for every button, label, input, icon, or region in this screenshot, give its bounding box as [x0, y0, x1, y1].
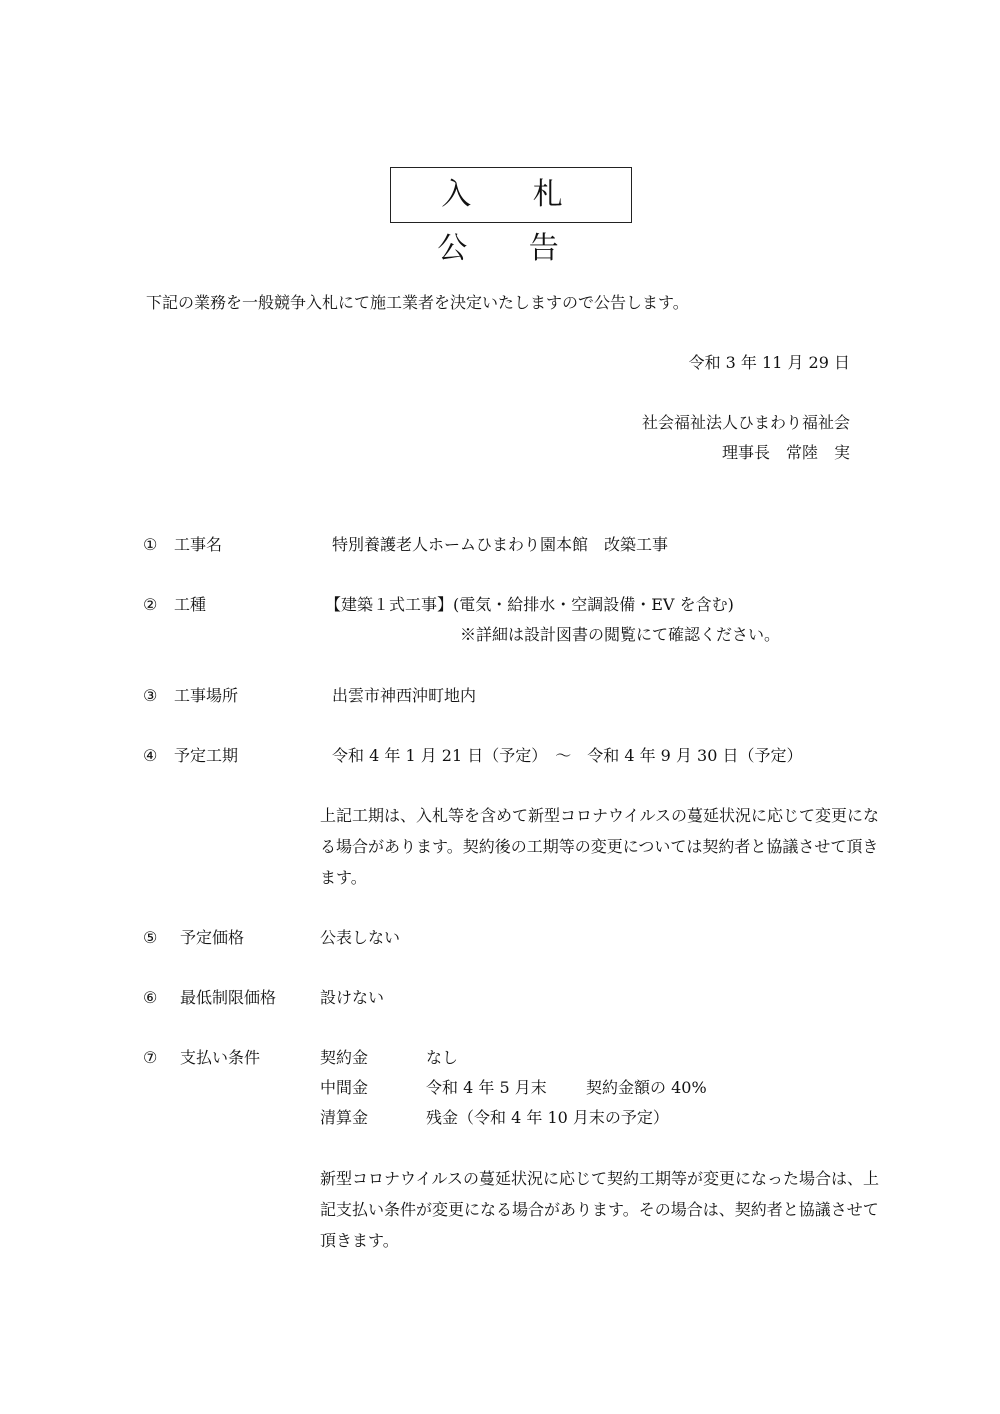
item-label: 工事名: [174, 535, 223, 554]
payment-name: 中間金: [320, 1078, 369, 1097]
issuer-organization: 社会福祉法人ひまわり福祉会: [641, 413, 850, 432]
item-label: 最低制限価格: [180, 988, 277, 1007]
item-number: ④: [143, 746, 158, 765]
item-number: ②: [143, 595, 158, 614]
item-label: 工事場所: [174, 686, 239, 705]
item-label: 予定工期: [174, 746, 239, 765]
item-value: 出雲市神西沖町地内: [332, 686, 477, 705]
item-note: 上記工期は、入札等を含めて新型コロナウイルスの蔓延状況に応じて変更になる場合があります。契約後の工期等の変更については契約者と協議させて頂きます。: [320, 806, 880, 887]
payment-name: 契約金: [320, 1048, 369, 1067]
item-label: 予定価格: [180, 928, 245, 947]
title-box: [390, 167, 632, 266]
payment-detail: 残金（令和 4 年 10 月末の予定）: [426, 1108, 669, 1127]
payment-detail: なし: [426, 1048, 459, 1067]
page-title: 入 札 公 告: [437, 177, 589, 266]
item-label: 支払い条件: [180, 1048, 261, 1067]
item-number: ①: [143, 535, 158, 554]
issuer-representative: 理事長 常陸 実: [721, 443, 850, 462]
item-value: 令和 4 年 1 月 21 日（予定） ～ 令和 4 年 9 月 30 日（予定）: [332, 746, 803, 765]
item-number: ⑤: [143, 928, 158, 947]
item-number: ③: [143, 686, 158, 705]
item-value: 【建築１式工事】(電気・給排水・空調設備・EV を含む): [325, 595, 734, 614]
item-value: 公表しない: [320, 928, 401, 947]
item-note: ※詳細は設計図書の閲覧にて確認ください。: [460, 625, 781, 644]
payment-detail: 令和 4 年 5 月末: [426, 1078, 547, 1097]
payment-extra: 契約金額の 40%: [586, 1078, 707, 1097]
item-number: ⑦: [143, 1048, 158, 1067]
payment-name: 清算金: [320, 1108, 369, 1127]
notice-date: 令和 3 年 11 月 29 日: [688, 353, 850, 372]
item-number: ⑥: [143, 988, 158, 1007]
item-value: 設けない: [320, 988, 385, 1007]
item-label: 工種: [174, 595, 207, 614]
item-value: 特別養護老人ホームひまわり園本館 改築工事: [332, 535, 669, 554]
item-note: 新型コロナウイルスの蔓延状況に応じて契約工期等が変更になった場合は、上記支払い条件が変更になる場合があります。その場合は、契約者と協議させて頂きます。: [320, 1169, 880, 1250]
intro-text: 下記の業務を一般競争入札にて施工業者を決定いたしますので公告します。: [146, 293, 689, 312]
